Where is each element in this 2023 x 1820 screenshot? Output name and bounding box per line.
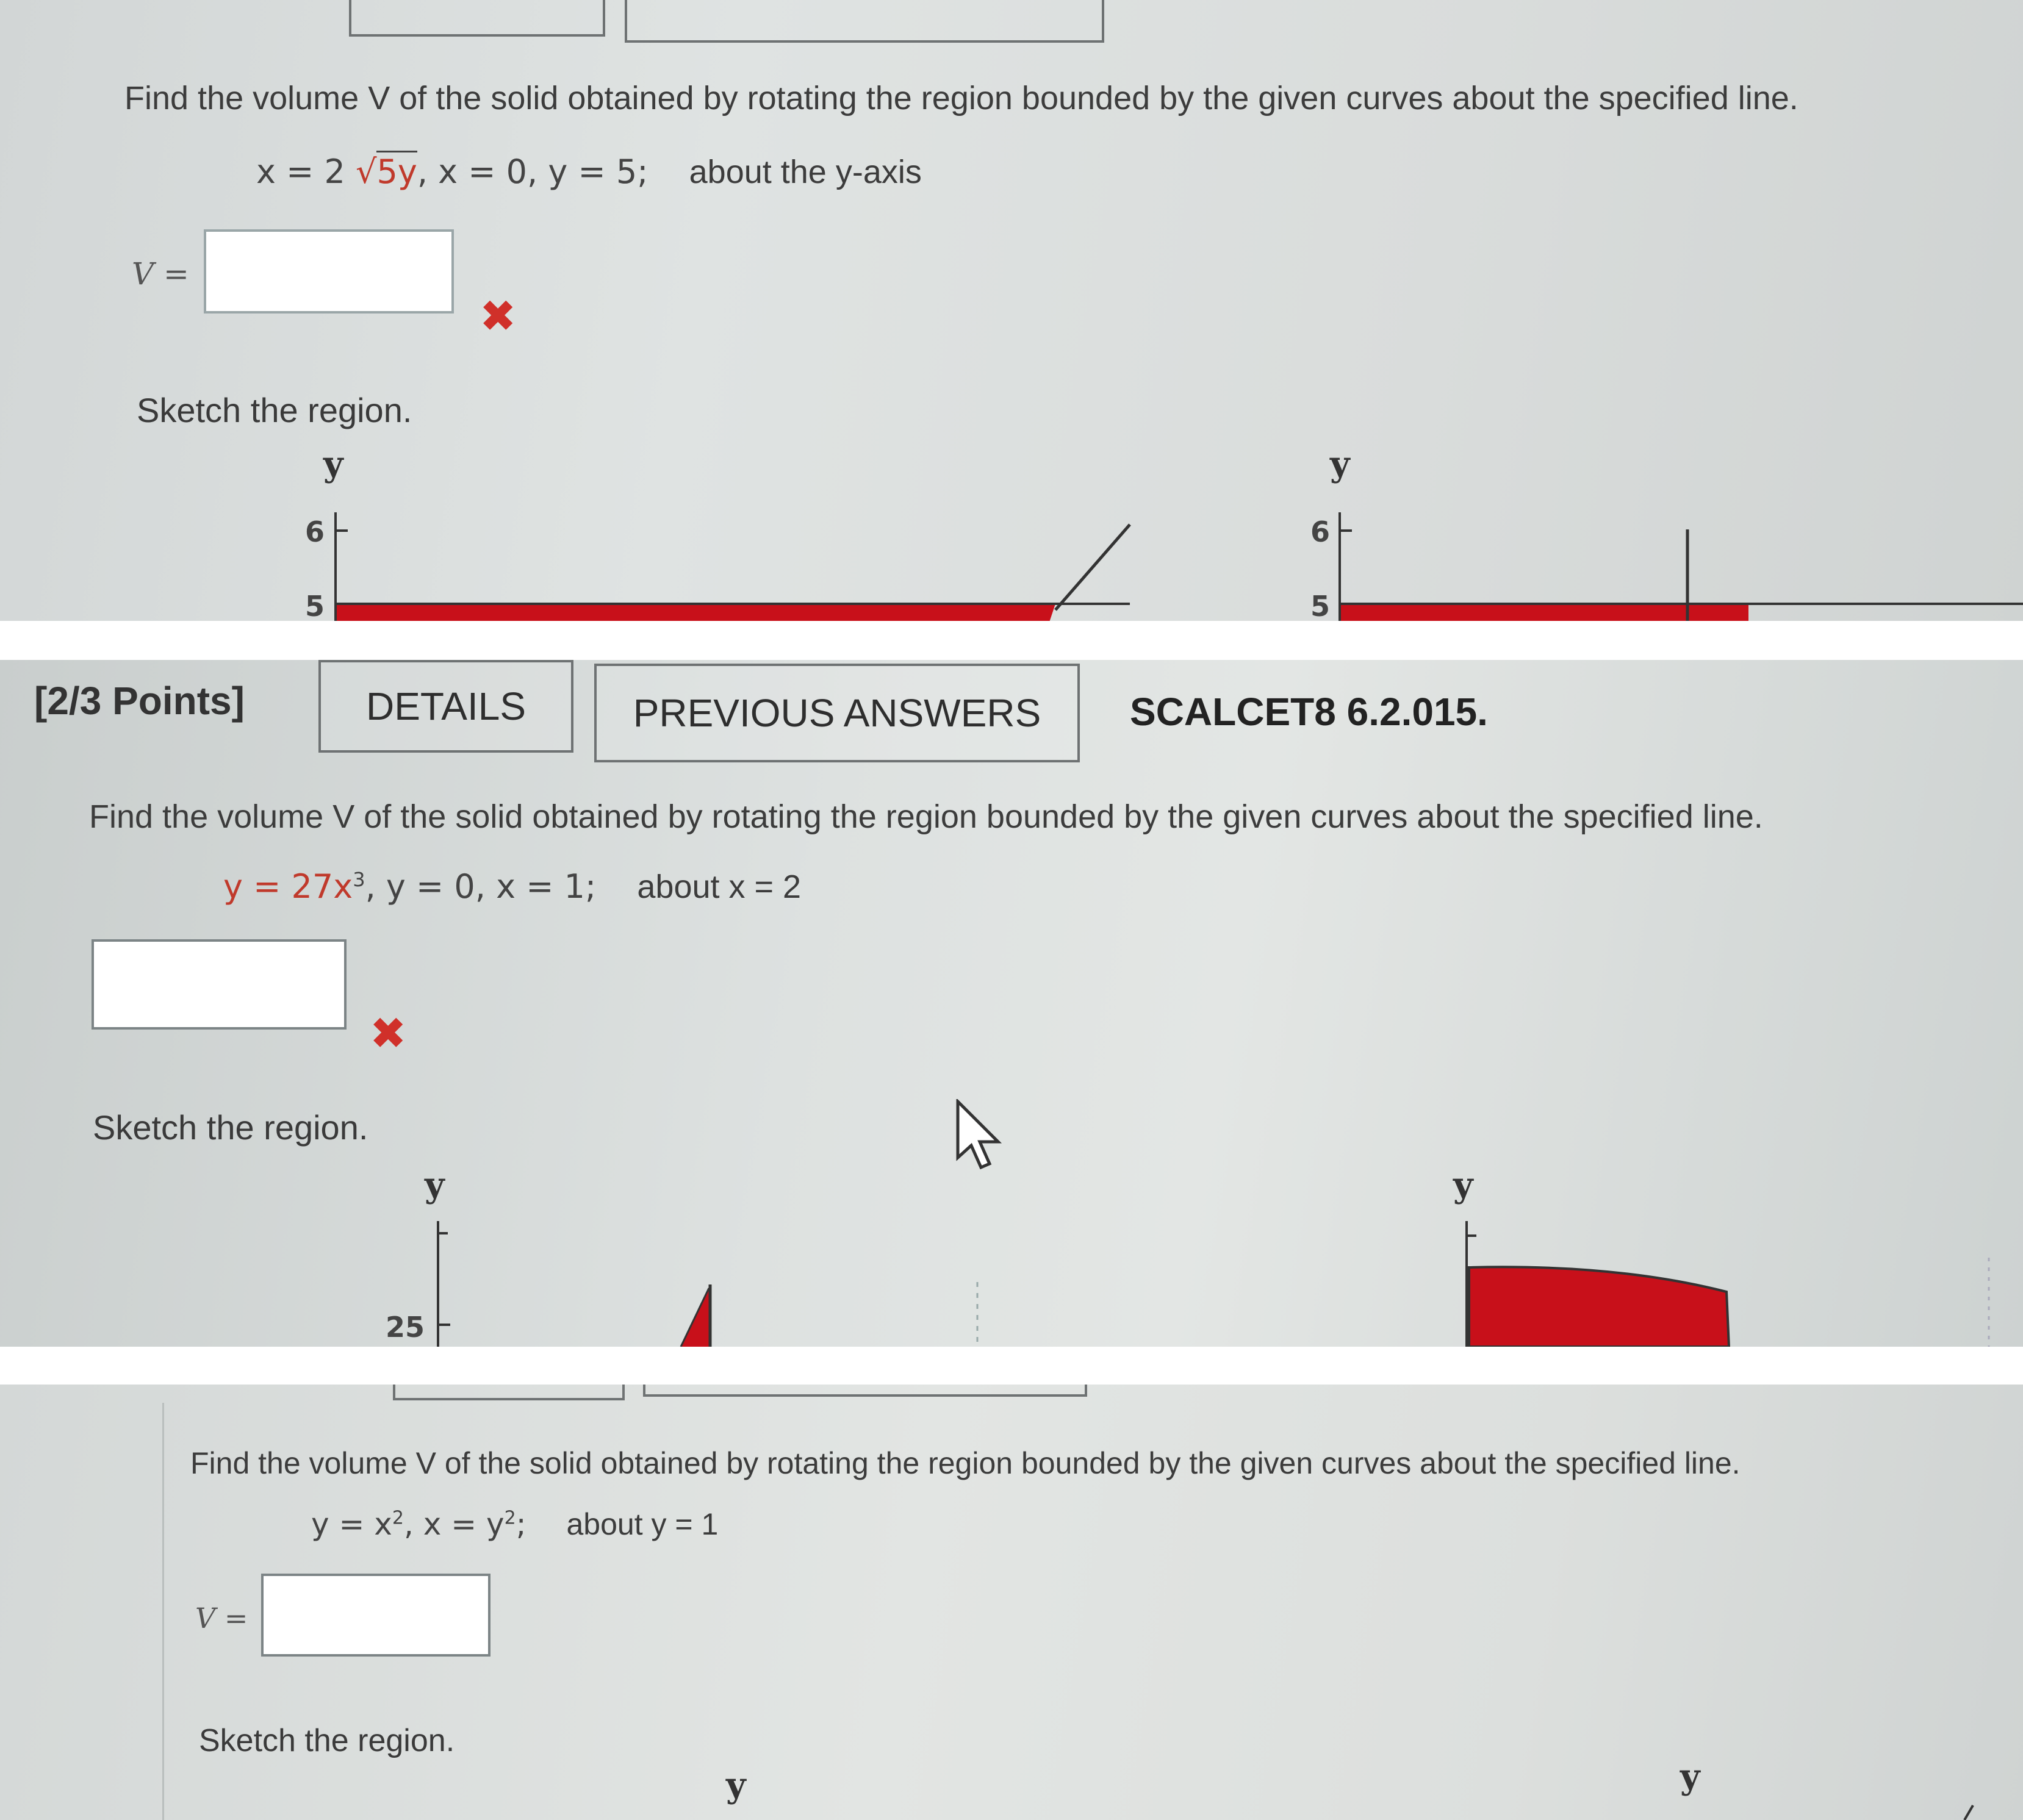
volume-answer-input[interactable] bbox=[204, 229, 454, 313]
shaded-region bbox=[1469, 1267, 1729, 1347]
y-axis-label: y bbox=[1680, 1757, 1700, 1797]
tick-label-5: 5 bbox=[305, 590, 325, 623]
tick-label-5: 5 bbox=[1310, 590, 1331, 623]
points-label: [2/3 Points] bbox=[34, 679, 245, 723]
y-axis-label: y bbox=[726, 1765, 746, 1805]
question-prompt: Find the volume V of the solid obtained by rotating the region bounded by the given curves about the specified line. bbox=[89, 798, 1763, 835]
question-3-panel bbox=[0, 1385, 2023, 1820]
question-2-panel bbox=[0, 660, 2023, 1347]
answer-label: V = bbox=[195, 1602, 248, 1635]
partial-tab-left bbox=[393, 1385, 625, 1400]
y-axis-label: y bbox=[1453, 1165, 1473, 1205]
partial-tab-right bbox=[625, 0, 1104, 43]
volume-answer-input[interactable] bbox=[92, 939, 347, 1030]
equation: $y = 27x^3$, y = 0, x = 1; about x = 2 bbox=[223, 867, 802, 906]
equation: x = 2 √5y, x = 0, y = 5; about the y-axis bbox=[256, 152, 922, 191]
tick-label-6: 6 bbox=[305, 515, 325, 548]
region-graph-left[interactable] bbox=[281, 439, 1147, 621]
region-graph-right[interactable] bbox=[1281, 439, 2023, 621]
region-graph-right[interactable] bbox=[1415, 1160, 2023, 1347]
equation: $y = x^2$, $x = y^2$; about y = 1 bbox=[311, 1507, 719, 1542]
y-axis-label: y bbox=[323, 444, 343, 484]
region-graph-right[interactable] bbox=[1672, 1754, 2023, 1820]
tick-label-25: 25 bbox=[386, 1311, 425, 1344]
region-graph-left[interactable] bbox=[366, 1160, 1037, 1347]
question-prompt: Find the volume V of the solid obtained by rotating the region bounded by the given curves about the specified line. bbox=[124, 80, 1798, 116]
tab-previous-answers[interactable]: PREVIOUS ANSWERS bbox=[594, 664, 1080, 762]
question-code: SCALCET8 6.2.015. bbox=[1130, 690, 1488, 734]
y-axis-label: y bbox=[425, 1165, 445, 1205]
tick-label-6: 6 bbox=[1310, 515, 1331, 548]
tab-details[interactable]: DETAILS bbox=[318, 660, 573, 753]
answer-label: V = bbox=[132, 256, 189, 292]
incorrect-x-icon: ✖ bbox=[480, 290, 517, 342]
partial-tab-left bbox=[349, 0, 605, 37]
incorrect-x-icon: ✖ bbox=[370, 1008, 407, 1059]
partial-tab-right bbox=[643, 1385, 1087, 1397]
question-prompt: Find the volume V of the solid obtained by rotating the region bounded by the given curves about the specified line. bbox=[190, 1446, 1741, 1480]
curve bbox=[1055, 525, 1130, 610]
sketch-label: Sketch the region. bbox=[93, 1108, 368, 1147]
content-border bbox=[162, 1403, 164, 1820]
sketch-label: Sketch the region. bbox=[137, 391, 412, 429]
volume-answer-input[interactable] bbox=[261, 1574, 490, 1657]
question-1-panel bbox=[0, 0, 2023, 621]
shaded-region bbox=[337, 604, 1055, 621]
region-graph-left[interactable] bbox=[720, 1763, 964, 1820]
curve-fragment bbox=[1964, 1805, 1973, 1820]
y-axis-label: y bbox=[1330, 444, 1350, 484]
sketch-label: Sketch the region. bbox=[199, 1723, 455, 1758]
